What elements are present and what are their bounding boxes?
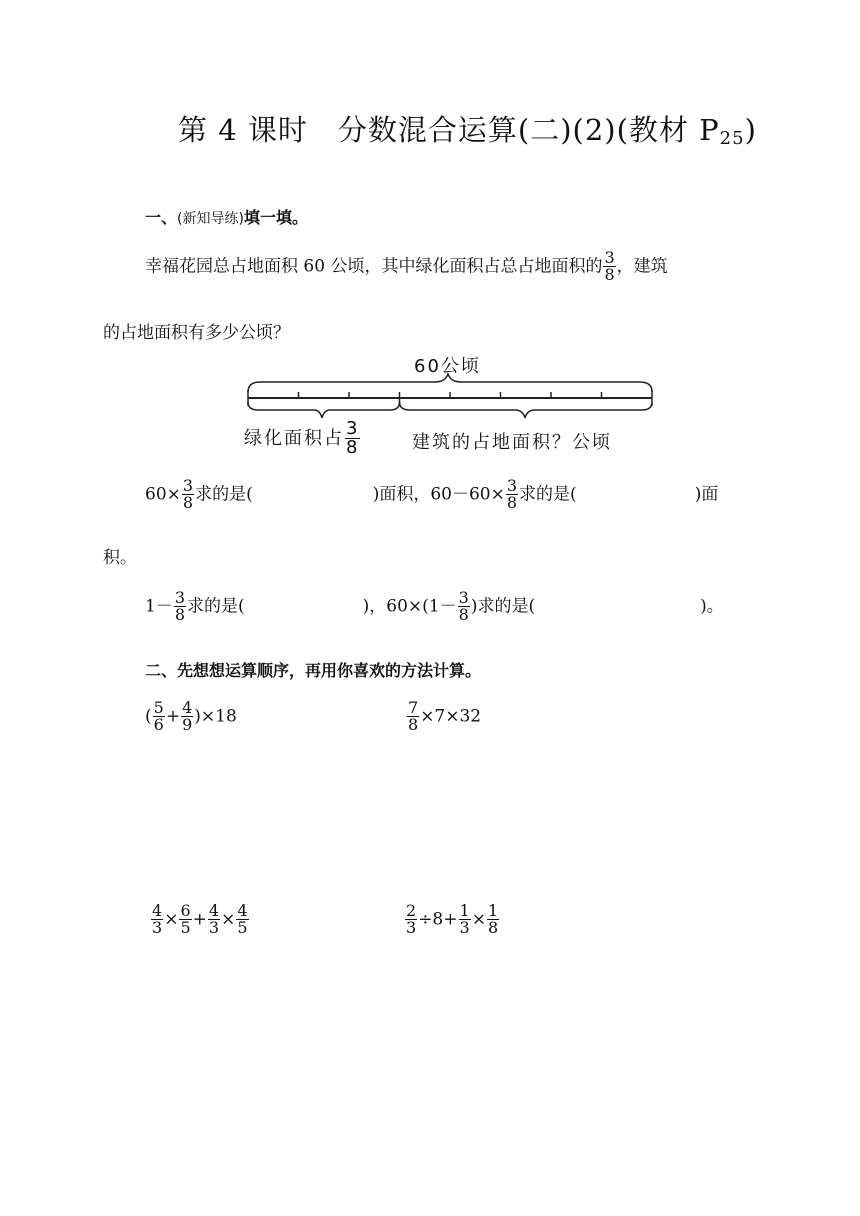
question-2: 1－ $\frac{3}{8}$ 求的是( )，60×(1－ $\frac{3}{8}$ )求的是( )。 — [145, 588, 724, 625]
question-1: 60× $\frac{3}{8}$ 求的是( )面积，60－60× $\frac{3}{8}$ 求的是( )面 — [145, 476, 719, 513]
problem-line-1: 幸福花园总占地面积 60 公顷，其中绿化面积占总占地面积的 $\frac{3}{8}$ ，建筑 — [145, 248, 668, 285]
question-1-wrap: 积。 — [103, 548, 137, 568]
fraction: $\frac{3}{8}$ — [506, 476, 518, 513]
fraction: $\frac{3}{8}$ — [604, 248, 615, 285]
expression-1: ( $\frac{5}{6}$ + $\frac{4}{9}$ )×18 — [145, 698, 237, 735]
fraction: $\frac{3}{8}$ — [346, 418, 360, 459]
lesson-topic: 分数混合运算(二)(2)(教材 P — [337, 113, 720, 147]
fraction: $\frac{3}{8}$ — [458, 588, 469, 625]
diagram-left-label: 绿化面积占 $\frac{3}{8}$ — [244, 418, 360, 459]
expression-4: $\frac{2}{3}$ ÷8+ $\frac{1}{3}$ × $\frac{1}{8}$ — [406, 901, 499, 938]
expression-3: $\frac{4}{3}$ × $\frac{6}{5}$ + $\frac{4}{3}$ × $\frac{4}{5}$ — [152, 901, 248, 938]
fraction: $\frac{4}{5}$ — [237, 901, 248, 938]
fraction: $\frac{1}{3}$ — [459, 901, 470, 938]
page-title — [178, 108, 757, 149]
fraction: $\frac{2}{3}$ — [406, 901, 417, 938]
fraction: $\frac{6}{5}$ — [180, 901, 191, 938]
segment-diagram — [240, 372, 660, 422]
section-1-heading: 一、(新知导练)填一填。 — [145, 208, 308, 227]
problem-line-2: 的占地面积有多少公顷？ — [103, 323, 290, 343]
page-subscript: 25 — [719, 128, 745, 149]
fraction: $\frac{3}{8}$ — [182, 476, 194, 513]
fraction: $\frac{1}{8}$ — [487, 901, 499, 938]
title-close: ) — [744, 113, 757, 147]
expression-2: $\frac{7}{8}$ ×7×32 — [408, 698, 482, 735]
fraction: $\frac{4}{9}$ — [182, 698, 193, 735]
bottom-right-brace — [400, 402, 653, 418]
top-brace — [248, 374, 652, 392]
bottom-left-brace — [248, 402, 400, 418]
section-2-heading: 二、先想想运算顺序，再用你喜欢的方法计算。 — [145, 661, 482, 680]
fraction: $\frac{3}{8}$ — [174, 588, 186, 625]
diagram-right-label: 建筑的占地面积？公顷 — [412, 432, 612, 453]
fraction: $\frac{5}{6}$ — [153, 698, 164, 735]
lesson-number: 第 4 课时 — [178, 113, 308, 147]
fraction: $\frac{7}{8}$ — [408, 698, 419, 735]
diagram-total-label: 60公顷 — [414, 356, 481, 377]
fraction: $\frac{4}{3}$ — [152, 901, 163, 938]
fraction: $\frac{4}{3}$ — [208, 901, 220, 938]
